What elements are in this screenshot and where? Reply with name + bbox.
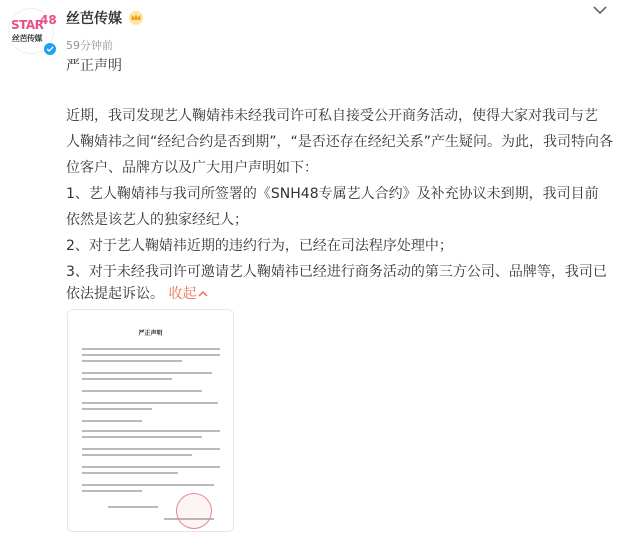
post-timestamp[interactable]: 59分钟前	[66, 39, 113, 52]
doc-text-line	[82, 378, 172, 380]
doc-text-line	[82, 436, 202, 438]
doc-text-line	[82, 430, 220, 432]
doc-text-line	[82, 484, 214, 486]
statement-document-image[interactable]	[67, 309, 234, 532]
doc-text-line	[82, 454, 192, 456]
doc-text-line	[82, 360, 182, 362]
post-line: 人鞠婧祎之间“经纪合约是否到期”，“是否还存在经纪关系”产生疑问。为此，我司特向各	[66, 134, 614, 150]
doc-text-line	[82, 448, 220, 450]
doc-text-line	[108, 506, 158, 508]
post-line: 2、对于艺人鞠婧祎近期的违约行为，已经在司法程序处理中；	[66, 238, 453, 254]
doc-text-line	[82, 466, 220, 468]
doc-text-line	[82, 490, 142, 492]
collapse-link[interactable]	[168, 286, 208, 302]
post-line: 依然是该艺人的独家经纪人；	[66, 212, 248, 228]
chevron-up-icon	[198, 290, 208, 298]
doc-text-line	[82, 408, 152, 410]
post-line: 3、对于未经我司许可邀请艺人鞠婧祎已经进行商务活动的第三方公司、品牌等，我司已	[66, 264, 607, 280]
doc-text-line	[82, 402, 218, 404]
company-seal-icon	[176, 493, 212, 529]
verified-badge-icon	[43, 42, 57, 56]
post-line: 近期，我司发现艺人鞠婧祎未经我司许可私自接受公开商务活动，使得大家对我司与艺	[66, 108, 598, 124]
post-title: 严正声明	[66, 58, 122, 74]
chevron-down-icon[interactable]	[591, 2, 609, 16]
doc-text-line	[82, 472, 178, 474]
avatar[interactable]	[8, 8, 57, 54]
collapse-label: 收起	[168, 286, 197, 302]
post-last-line	[66, 283, 621, 305]
doc-text-line	[82, 390, 202, 392]
doc-text-line	[82, 372, 212, 374]
doc-title: 严正声明	[138, 330, 163, 337]
post-line: 位客户、品牌方以及广大用户声明如下：	[66, 160, 318, 176]
doc-text-line	[82, 354, 220, 356]
doc-text-line	[82, 348, 220, 350]
doc-text-line	[82, 420, 142, 422]
star48-logo: STAR 48 丝芭传媒	[9, 9, 53, 53]
account-name[interactable]: 丝芭传媒	[66, 11, 122, 27]
post-line-text: 依法提起诉讼。	[66, 286, 164, 302]
post-line: 1、艺人鞠婧祎与我司所签署的《SNH48专属艺人合约》及补充协议未到期，我司目前	[66, 186, 599, 202]
crown-badge-icon	[128, 10, 144, 25]
